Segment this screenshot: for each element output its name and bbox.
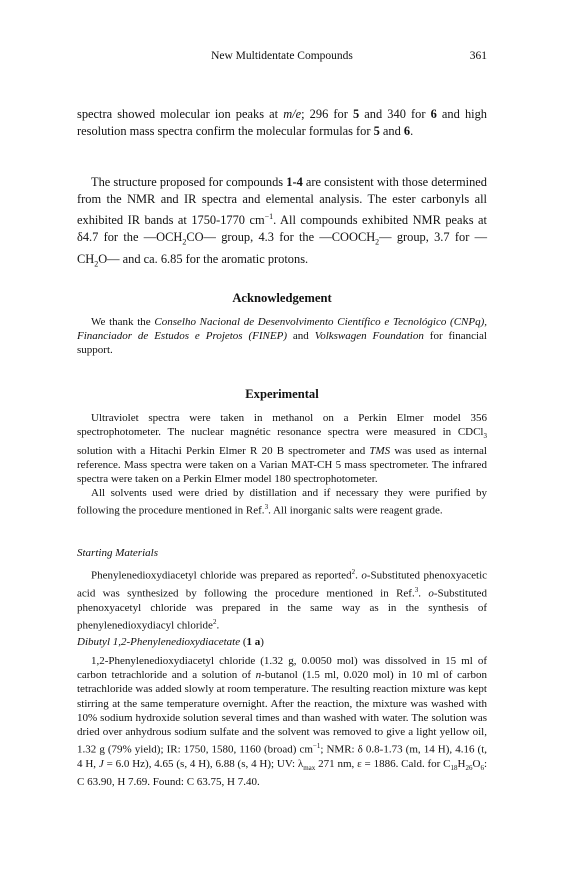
running-header (77, 50, 487, 66)
paragraph-structure: The structure proposed for compounds 1-4 are consistent with those determined from the NMR and IR spectra and elemental analysis. The ester carbonyls all exhibited IR bands at 1750-1770 $cm^{-1}$. All compounds exhibited NMR peaks at δ4.7 for the $—OCH_2CO—$ group, 4.3 for the $—COOCH_2—$ group, 3.7 for $—CH_2O—$ and ca. 6.85 for the aromatic protons. (77, 175, 488, 269)
experimental-paragraph-2: All solvents used were dried by distillation and if necessary they were purified by following the procedure mentioned in Ref.$^3$. All inorganic salts were reagent grade. (77, 487, 487, 518)
acknowledgement-heading: Acknowledgement (232, 291, 332, 305)
starting-materials-section (77, 547, 487, 633)
running-title: New Multidentate Compounds (211, 50, 353, 62)
experimental-paragraph-1: Ultraviolet spectra were taken in methanol on a Perkin Elmer model 356 spectrophotometer. The nuclear magnétic resonance spectra were measured in CDCl$_3$ solution with a Hitachi Perkin Elmer R 20 B spectrometer and TMS was used as internal reference. Mass spectra were taken on a Varian MAT-CH 5 mass spectrometer. The infrared spectra were taken on a Perkin Elmer model 180 spectrophotometer. (77, 412, 487, 485)
starting-materials-heading: Starting Materials (77, 547, 158, 559)
page-number: 361 (469, 50, 487, 62)
experimental-section (77, 387, 487, 518)
dibutyl-heading: Dibutyl 1,2-Phenylenedioxydiacetate (1 a) (77, 636, 264, 648)
dibutyl-section (77, 636, 487, 790)
paragraph-mass-spectra: spectra showed molecular ion peaks at m/e; 296 for 5 and 340 for 6 and high resolution mass spectra confirm the molecular formulas for 5 and 6. (77, 107, 487, 138)
starting-materials-text: Phenylenedioxydiacetyl chloride was prepared as reported$^2$. o-Substituted phenoxyacetic acid was synthesized by following the procedure mentioned in Ref.$^3$. o-Substituted phenoxyacetyl chloride was prepared in the same way as in the synthesis of phenylenedioxydiacyl chloride$^2$. (77, 568, 488, 632)
dibutyl-procedure: 1,2-Phenylenedioxydiacetyl chloride (1.32 g, 0.0050 mol) was dissolved in 15 ml of carbon tetrachloride and a solution of n-butanol (1.5 ml, 0.020 mol) in 10 ml of carbon tetrachloride was added slowly at room temperature. The resulting reaction mixture was kept stirring at the same temperature overnight. After the reaction, the mixture was washed with 10% sodium hydroxide solution several times and than washed with water. The solution was dried over anhydrous sodium sulfate and the solvent was removed to give a light yellow oil, 1.32 g (79% yield); IR: 1750, 1580, 1160 (broad) $cm^{-1}$; NMR: δ 0.8-1.73 (m, 14 H), 4.16 (t, 4 H, J = 6.0 Hz), 4.65 (s, 4 H), 6.88 (s, 4 H); UV: $\lambda_{max}$ 271 nm, ε = 1886. Cald. for $C_{18}H_{26}O_6$: C 63.90, H 7.69. Found: C 63.75, H 7.40. (77, 655, 488, 789)
experimental-heading: Experimental (245, 387, 319, 401)
acknowledgement-text: We thank the Conselho Nacional de Desenvolvimento Científico e Tecnológico (CNPq), Financiador de Estudos e Projetos (FINEP) and Volkswagen Foundation for financial support. (77, 316, 488, 357)
acknowledgement-section (77, 291, 487, 358)
